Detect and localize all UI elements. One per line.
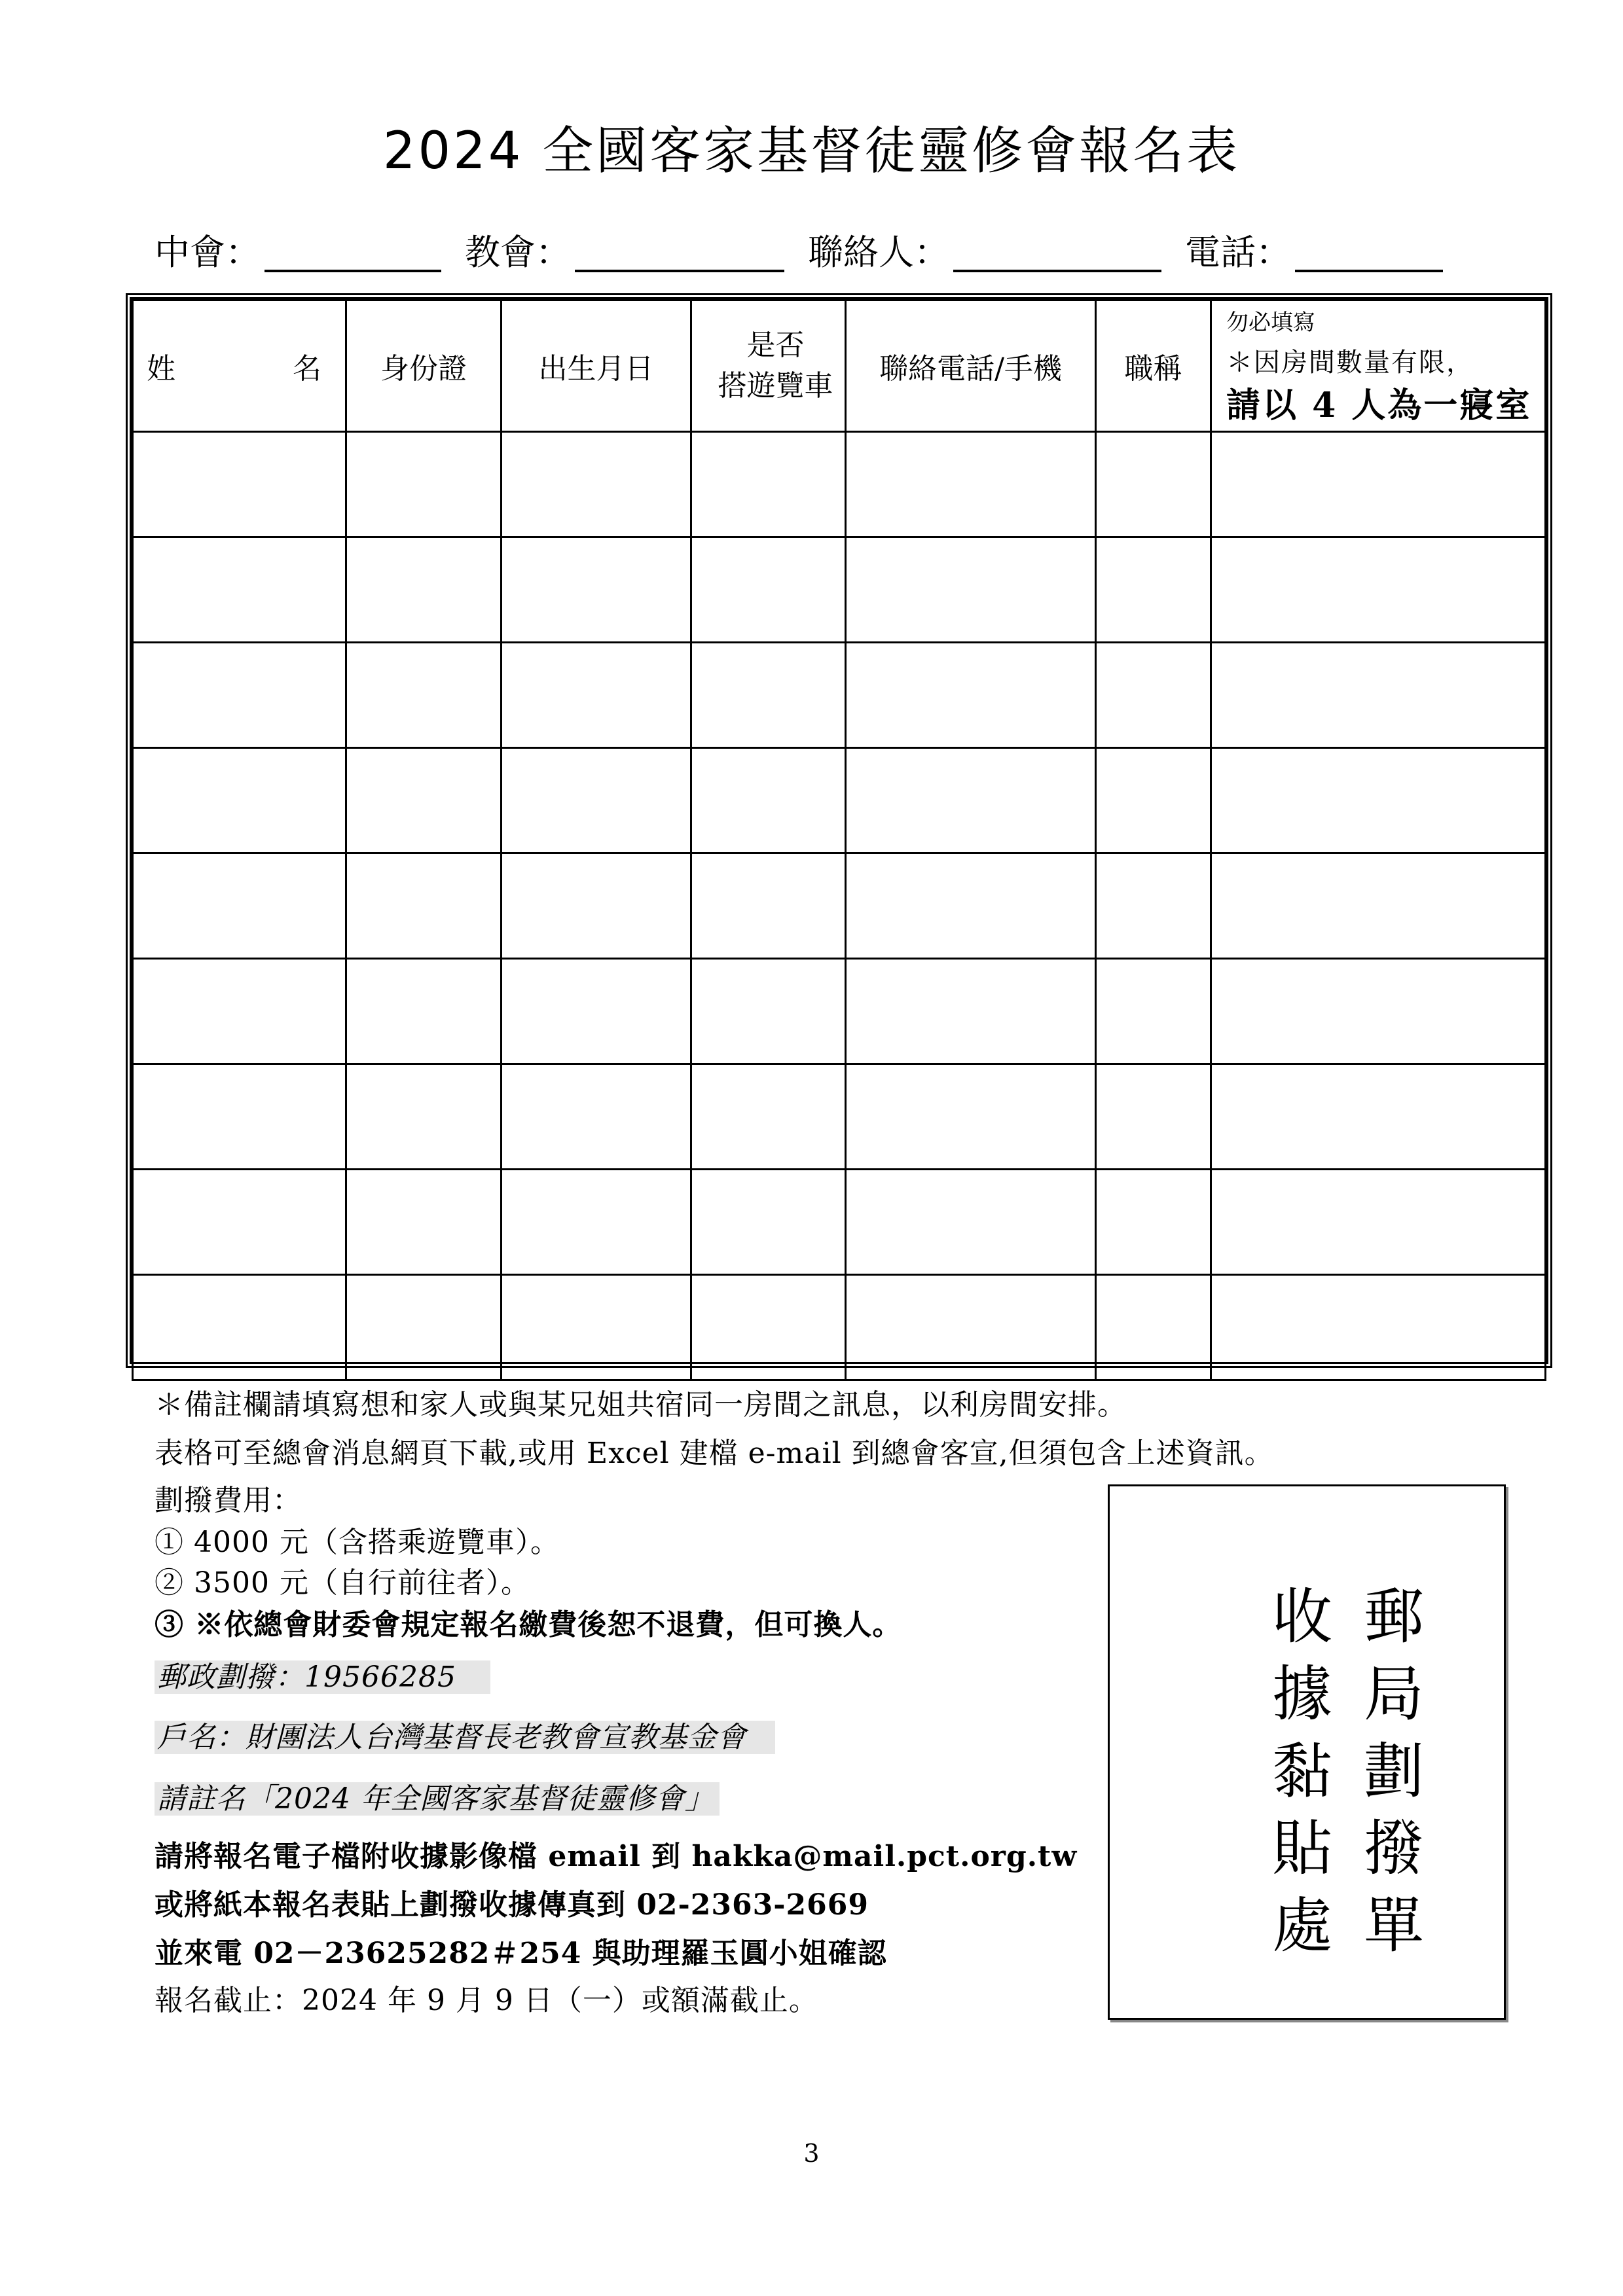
header-fields — [155, 216, 1490, 275]
table-cell[interactable] — [1096, 537, 1211, 643]
account-name: 戶名：財團法人台灣基督長老教會宣教基金會 — [155, 1713, 775, 1755]
postal-account: 郵政劃撥：19566285 — [155, 1653, 490, 1695]
deadline: 報名截止：2024 年 9 月 9 日（一）或額滿截止。 — [155, 1984, 818, 2017]
phone-blank[interactable] — [1295, 229, 1443, 272]
table-cell[interactable] — [133, 1170, 346, 1275]
col-phone-header: 聯絡電話/手機 — [846, 300, 1096, 432]
table-cell[interactable] — [133, 1064, 346, 1170]
table-row — [133, 959, 1546, 1064]
table-cell[interactable] — [346, 643, 501, 748]
fax-instruction: 或將紙本報名表貼上劃撥收據傳真到 02-2363-2669 — [155, 1888, 869, 1922]
table-row — [133, 1064, 1546, 1170]
table-cell[interactable] — [501, 1170, 691, 1275]
table-cell[interactable] — [1096, 643, 1211, 748]
table-cell[interactable] — [1096, 959, 1211, 1064]
table-cell[interactable] — [346, 1064, 501, 1170]
table-row — [133, 748, 1546, 853]
table-cell[interactable] — [691, 537, 846, 643]
email-instruction: 請將報名電子檔附收據影像檔 email 到 hakka@mail.pct.org.tw — [155, 1840, 1078, 1873]
col-birth-header: 出生月日 — [501, 300, 691, 432]
table-cell[interactable] — [346, 853, 501, 959]
col-note-header: 勿必填寫 ＊因房間數量有限， 請以 4 人為一寢室 — [1211, 300, 1546, 432]
table-cell[interactable] — [501, 643, 691, 748]
table-row — [133, 537, 1546, 643]
table-cell[interactable] — [691, 1170, 846, 1275]
table-cell[interactable] — [133, 432, 346, 537]
table-cell[interactable] — [1096, 1064, 1211, 1170]
fee-option-1: ① 4000 元（含搭乘遊覽車）。 — [155, 1526, 560, 1559]
table-cell[interactable] — [1096, 432, 1211, 537]
church-label: 教會： — [465, 232, 571, 273]
table-cell[interactable] — [691, 748, 846, 853]
table-cell[interactable] — [691, 1275, 846, 1380]
table-cell[interactable] — [846, 853, 1096, 959]
table-cell[interactable] — [133, 959, 346, 1064]
table-cell[interactable] — [1211, 748, 1546, 853]
table-cell[interactable] — [1211, 1170, 1546, 1275]
receipt-paste-box — [1108, 1484, 1506, 2020]
table-cell[interactable] — [501, 853, 691, 959]
table-row — [133, 432, 1546, 537]
table-cell[interactable] — [846, 748, 1096, 853]
table-row — [133, 1275, 1546, 1380]
table-cell[interactable] — [846, 959, 1096, 1064]
church-blank[interactable] — [575, 229, 784, 272]
table-cell[interactable] — [346, 537, 501, 643]
table-cell[interactable] — [1211, 1064, 1546, 1170]
table-cell[interactable] — [501, 1064, 691, 1170]
table-cell[interactable] — [846, 643, 1096, 748]
table-cell[interactable] — [846, 432, 1096, 537]
fee-title: 劃撥費用： — [155, 1484, 302, 1517]
table-cell[interactable] — [501, 537, 691, 643]
table-cell[interactable] — [1096, 1275, 1211, 1380]
col-title-header: 職稱 — [1096, 300, 1211, 432]
table-cell[interactable] — [846, 1170, 1096, 1275]
table-cell[interactable] — [133, 853, 346, 959]
table-cell[interactable] — [691, 959, 846, 1064]
table-cell[interactable] — [346, 748, 501, 853]
table-cell[interactable] — [846, 1064, 1096, 1170]
zhonghui-blank[interactable] — [264, 229, 441, 272]
table-cell[interactable] — [346, 1170, 501, 1275]
download-note: 表格可至總會消息網頁下載,或用 Excel 建檔 e-mail 到總會客宣,但須包含上述資訊。 — [155, 1437, 1274, 1470]
table-cell[interactable] — [1211, 432, 1546, 537]
table-cell[interactable] — [1211, 537, 1546, 643]
table-cell[interactable] — [691, 432, 846, 537]
table-cell[interactable] — [1211, 1275, 1546, 1380]
table-header-row — [133, 300, 1546, 432]
col-bus-header: 是否 搭遊覽車 — [691, 300, 846, 432]
table-cell[interactable] — [691, 643, 846, 748]
table-cell[interactable] — [133, 1275, 346, 1380]
table-cell[interactable] — [1211, 959, 1546, 1064]
table-cell[interactable] — [691, 1064, 846, 1170]
receipt-box-label-left: 收據黏貼處 — [1262, 1585, 1332, 1971]
table-cell[interactable] — [346, 1275, 501, 1380]
table-cell[interactable] — [1211, 643, 1546, 748]
table-cell[interactable] — [1096, 853, 1211, 959]
fee-option-2: ② 3500 元（自行前往者）。 — [155, 1566, 530, 1600]
page-number: 3 — [803, 2139, 820, 2168]
table-row — [133, 853, 1546, 959]
table-body — [133, 432, 1546, 1380]
table-cell[interactable] — [1096, 1170, 1211, 1275]
table-cell[interactable] — [691, 853, 846, 959]
table-cell[interactable] — [133, 748, 346, 853]
col-name-header: 姓 名 — [133, 300, 346, 432]
table-cell[interactable] — [133, 643, 346, 748]
table-cell[interactable] — [846, 537, 1096, 643]
payment-memo: 請註名「2024 年全國客家基督徒靈修會」 — [155, 1775, 720, 1817]
contact-label: 聯絡人： — [808, 232, 949, 273]
table-cell[interactable] — [133, 537, 346, 643]
table-cell[interactable] — [501, 432, 691, 537]
registration-table — [126, 293, 1552, 1368]
table-row — [133, 1170, 1546, 1275]
receipt-box-label-right: 郵局劃撥單 — [1354, 1585, 1424, 1971]
table-cell[interactable] — [1211, 853, 1546, 959]
page-title: 2024 全國客家基督徒靈修會報名表 — [382, 122, 1241, 181]
table-cell[interactable] — [346, 959, 501, 1064]
table-cell[interactable] — [346, 432, 501, 537]
table-cell[interactable] — [501, 959, 691, 1064]
contact-blank[interactable] — [953, 229, 1161, 272]
table-cell[interactable] — [501, 748, 691, 853]
call-instruction: 並來電 02－23625282＃254 與助理羅玉圓小姐確認 — [155, 1937, 887, 1970]
phone-label: 電話： — [1185, 232, 1291, 273]
col-id-header: 身份證 — [346, 300, 501, 432]
remark-note: ＊備註欄請填寫想和家人或與某兄姐共宿同一房間之訊息，以利房間安排。 — [155, 1388, 1127, 1422]
table-cell[interactable] — [1096, 748, 1211, 853]
fee-option-3: ③ ※依總會財委會規定報名繳費後恕不退費，但可換人。 — [155, 1608, 902, 1641]
table-cell[interactable] — [501, 1275, 691, 1380]
table-cell[interactable] — [846, 1275, 1096, 1380]
table-row — [133, 643, 1546, 748]
zhonghui-label: 中會： — [155, 232, 261, 273]
